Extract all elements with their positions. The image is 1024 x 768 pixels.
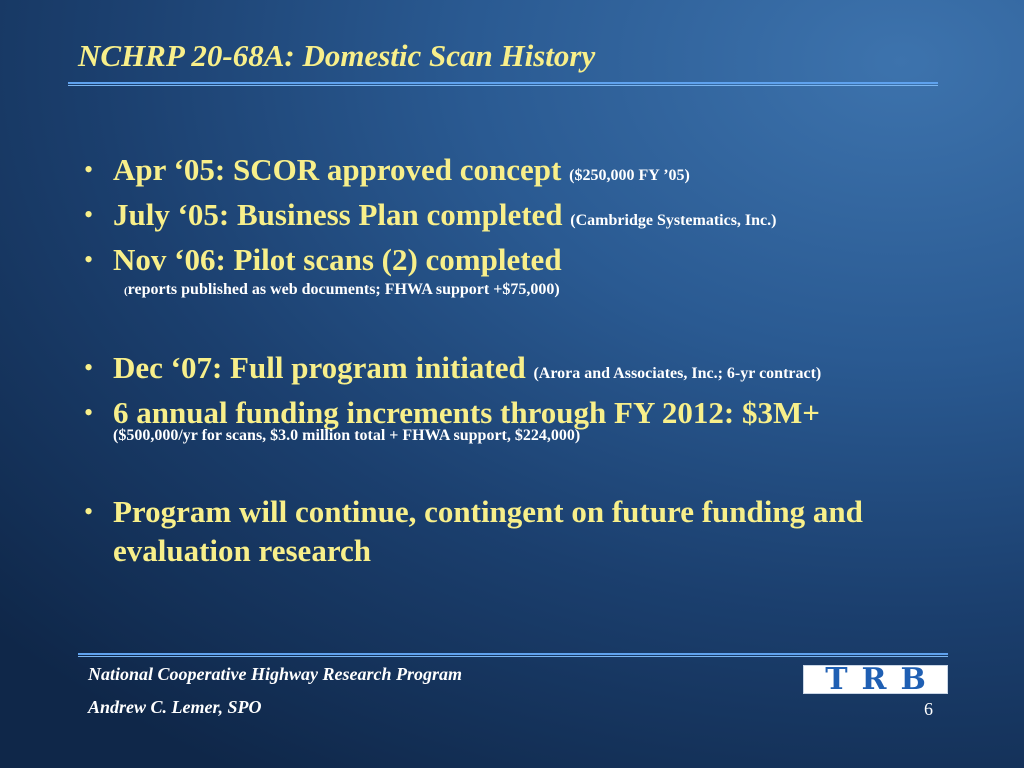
bullet-dot-icon: •	[84, 353, 94, 382]
bullet-item	[84, 150, 964, 195]
bullet-text: Apr ‘05: SCOR approved concept	[113, 152, 562, 187]
footer-org: National Cooperative Highway Research Program	[88, 664, 463, 684]
trb-logo: TRB	[803, 665, 948, 694]
footer-divider	[78, 653, 948, 657]
bullet-note: (Arora and Associates, Inc.; 6-yr contract)	[533, 365, 822, 382]
bullet-item	[84, 240, 964, 279]
bullet-item	[84, 492, 964, 570]
bullet-item	[84, 195, 964, 240]
bullet-text: Dec ‘07: Full program initiated	[113, 350, 526, 385]
footer-author: Andrew C. Lemer, SPO	[88, 697, 262, 717]
bullet-dot-icon: •	[84, 398, 94, 427]
bullet-text: Nov ‘06: Pilot scans (2) completed	[113, 242, 562, 277]
bullet-note: ($250,000 FY ’05)	[569, 167, 690, 184]
bullet-text: July ‘05: Business Plan completed	[113, 197, 563, 232]
bullet-dot-icon: •	[84, 200, 94, 229]
bullet-dot-icon: •	[84, 497, 94, 526]
bullet-text: 6 annual funding increments through FY 2012: $3M+	[113, 395, 820, 430]
bullet-dot-icon: •	[84, 155, 94, 184]
bullet-note: (Cambridge Systematics, Inc.)	[570, 212, 777, 229]
bullet-subnote: (reports published as web documents; FHWA support +$75,000)	[124, 281, 560, 298]
page-number: 6	[924, 699, 933, 719]
bullet-dot-icon: •	[84, 245, 94, 274]
bullet-subnote: ($500,000/yr for scans, $3.0 million total + FHWA support, $224,000)	[113, 427, 581, 444]
bullet-text: Program will continue, contingent on future funding and evaluation research	[113, 494, 863, 568]
bullet-list	[84, 150, 964, 570]
slide-title: NCHRP 20-68A: Domestic Scan History	[78, 38, 596, 73]
title-divider	[68, 82, 938, 86]
bullet-item	[84, 348, 964, 393]
